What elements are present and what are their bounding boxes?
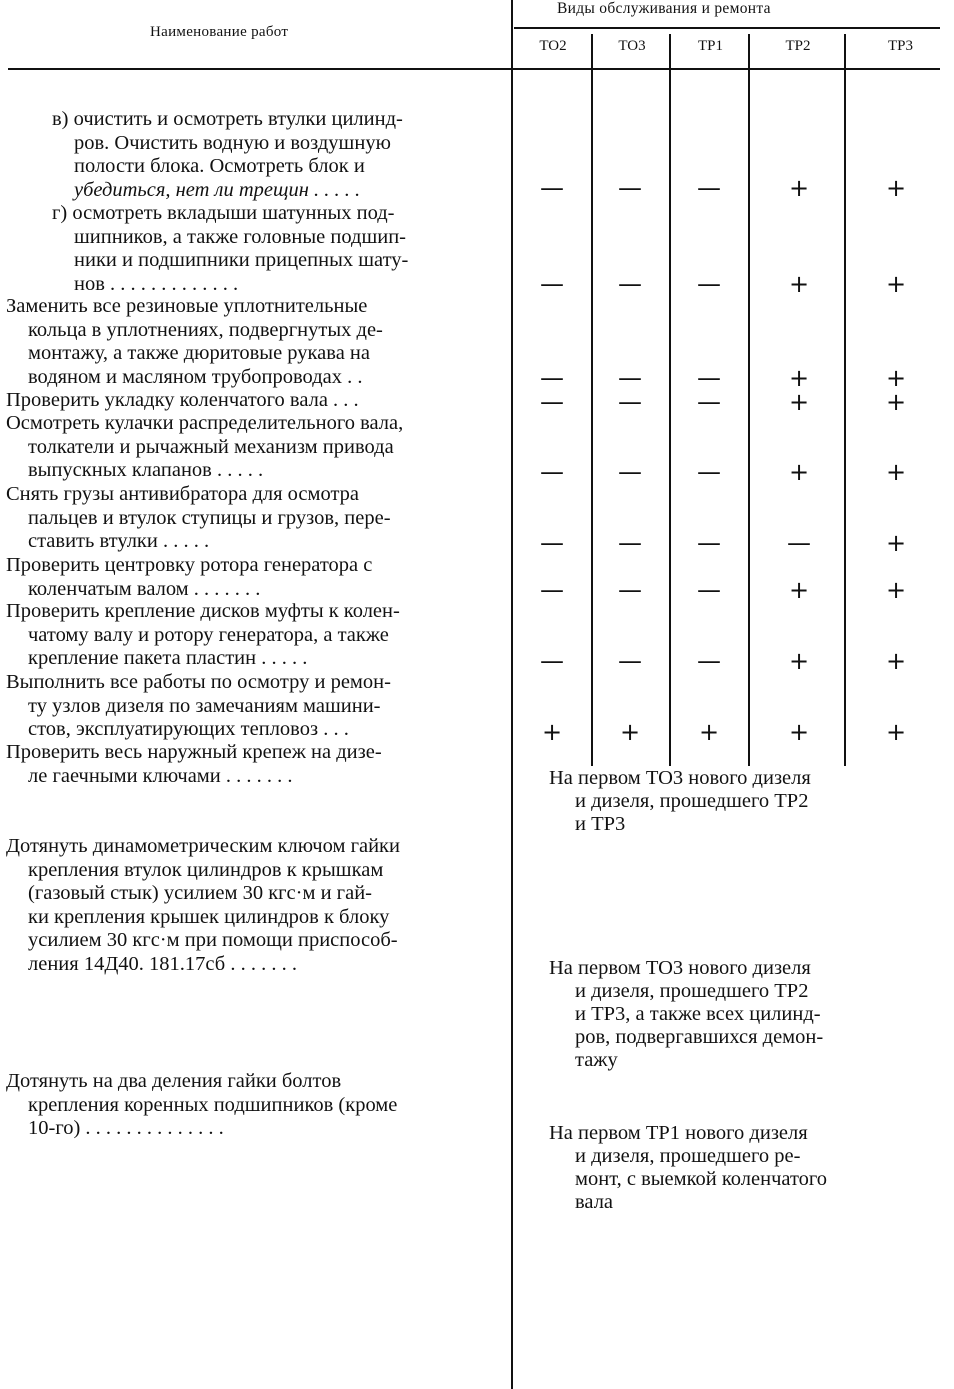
mark-cell: + — [788, 364, 810, 392]
row-text: коленчатым валом . . . . . . . — [28, 577, 261, 600]
note-text: На первом ТО3 нового дизеля — [549, 957, 811, 979]
mark-cell: + — [788, 647, 810, 675]
row-text: ники и подшипники прицепных шату- — [74, 249, 409, 271]
row-text: выпускных клапанов . . . . . — [28, 459, 264, 481]
column-header-to3: ТО3 — [618, 38, 646, 54]
row-text: крепления втулок цилиндров к крышкам — [28, 858, 384, 881]
column-header-to2: ТО2 — [539, 38, 567, 54]
mark-cell: + — [788, 174, 810, 202]
row-text: ления 14Д40. 181.17сб . . . . . . . — [28, 952, 297, 975]
row-text: Проверить весь наружный крепеж на дизе- — [6, 741, 382, 763]
mark-cell: — — [540, 388, 564, 416]
row-text: ту узлов дизеля по замечаниям машини- — [28, 694, 381, 717]
mark-cell: + — [885, 364, 907, 392]
row-text: 10-го) . . . . . . . . . . . . . . — [28, 1117, 224, 1139]
row-text: водяном и масляном трубопроводах . . — [28, 365, 363, 388]
note-text: и дизеля, прошедшего ре- — [575, 1145, 801, 1167]
mark-cell: + — [885, 529, 907, 557]
row-text: кольца в уплотнениях, подвергнутых де- — [28, 318, 383, 341]
mark-cell: — — [540, 576, 564, 604]
mark-cell: — — [697, 529, 721, 557]
row-note — [549, 1122, 911, 1214]
table-row — [52, 108, 504, 202]
column-header-tr3: ТР3 — [887, 38, 913, 54]
mark-cell: — — [618, 174, 642, 202]
note-text: и ТР3 — [575, 813, 626, 835]
mark-cell: + — [885, 458, 907, 486]
row-text: Проверить центровку ротора генератора с — [6, 554, 373, 576]
row-text: Проверить крепление дисков муфты к колен- — [6, 600, 400, 622]
table-row — [6, 483, 504, 554]
mark-cell: — — [697, 458, 721, 486]
column-header-service-types: Виды обслуживания и ремонта — [557, 0, 771, 17]
column-header-work-name: Наименование работ — [150, 24, 289, 40]
column-divider — [669, 34, 671, 766]
row-text: чатому валу и ротору генератора, а также — [28, 623, 389, 646]
row-text: нов . . . . . . . . . . . . . — [74, 272, 239, 295]
row-note — [549, 957, 911, 1072]
row-text: Проверить укладку коленчатого вала . . . — [6, 389, 359, 411]
table-row — [52, 202, 504, 296]
row-note — [549, 767, 911, 836]
mark-cell: — — [540, 458, 564, 486]
row-text: г) осмотреть вкладыши шатунных под- — [52, 202, 395, 224]
mark-cell: + — [885, 718, 907, 746]
mark-cell: + — [885, 576, 907, 604]
mark-cell: — — [618, 364, 642, 392]
row-text: Дотянуть динамометрическим ключом гайки — [6, 835, 400, 857]
row-text: Заменить все резиновые уплотнительные — [6, 295, 368, 317]
row-text: (газовый стык) усилием 30 кгс·м и гай- — [28, 882, 372, 904]
mark-cell: — — [618, 576, 642, 604]
mark-cell: — — [618, 647, 642, 675]
table-row — [6, 600, 504, 671]
header-bottom-rule — [8, 68, 940, 70]
mark-cell: + — [788, 718, 810, 746]
row-text: пальцев и втулок ступицы и грузов, пере- — [28, 506, 391, 529]
table-row — [6, 389, 504, 413]
row-text: ров. Очистить водную и воздушную — [74, 131, 391, 154]
mark-cell: — — [540, 364, 564, 392]
row-text: ставить втулки . . . . . — [28, 530, 210, 552]
note-text: На первом ТР1 нового дизеля — [549, 1122, 808, 1144]
column-header-tr1: ТР1 — [697, 38, 723, 54]
row-text: Снять грузы антивибратора для осмотра — [6, 483, 360, 505]
row-text: монтажу, а также дюритовые рукава на — [28, 342, 370, 364]
mark-cell: + — [788, 458, 810, 486]
row-text: Выполнить все работы по осмотру и ремон- — [6, 671, 391, 693]
mark-cell: — — [697, 270, 721, 298]
mark-cell: — — [618, 270, 642, 298]
row-text: усилием 30 кгс·м при помощи приспособ- — [28, 929, 398, 951]
note-text: и дизеля, прошедшего ТР2 — [575, 790, 809, 812]
mark-cell: + — [885, 270, 907, 298]
column-divider — [748, 34, 750, 766]
note-text: и ТР3, а также всех цилинд- — [575, 1003, 821, 1025]
mark-cell: — — [540, 174, 564, 202]
mark-cell: — — [540, 529, 564, 557]
mark-cell: + — [885, 647, 907, 675]
note-text: ров, подвергавшихся демон- — [575, 1026, 824, 1048]
mark-cell: — — [540, 647, 564, 675]
row-text: стов, эксплуатирующих тепловоз . . . — [28, 718, 349, 740]
table-row — [6, 1070, 504, 1141]
mark-cell: — — [697, 364, 721, 392]
mark-cell: — — [618, 388, 642, 416]
row-text: крепление пакета пластин . . . . . — [28, 647, 308, 669]
mark-cell: + — [788, 388, 810, 416]
column-divider — [844, 34, 846, 766]
row-text: крепления коренных подшипников (кроме — [28, 1093, 398, 1116]
mark-cell: + — [885, 388, 907, 416]
row-text: ле гаечными ключами . . . . . . . — [28, 764, 293, 787]
row-text: ки крепления крышек цилиндров к блоку — [28, 905, 390, 928]
table-row — [6, 835, 504, 976]
row-text: Осмотреть кулачки распределительного вала, — [6, 412, 404, 434]
table-row — [6, 295, 504, 389]
row-text: толкатели и рычажный механизм привода — [28, 435, 394, 458]
note-text: тажу — [575, 1049, 618, 1071]
row-text: шипников, а также головные подшип- — [74, 225, 406, 248]
mark-cell: + — [788, 270, 810, 298]
mark-cell: — — [697, 388, 721, 416]
mark-cell: — — [697, 576, 721, 604]
note-text: монт, с выемкой коленчатого — [575, 1168, 828, 1190]
mark-cell: — — [618, 529, 642, 557]
mark-cell: + — [541, 718, 563, 746]
note-text: вала — [575, 1191, 614, 1213]
row-text: Дотянуть на два деления гайки болтов — [6, 1070, 342, 1092]
mark-cell: — — [540, 270, 564, 298]
table-row — [6, 554, 504, 601]
table-row — [6, 741, 504, 788]
row-text: в) очистить и осмотреть втулки цилинд- — [52, 108, 403, 130]
column-divider — [591, 34, 593, 766]
mark-cell: — — [697, 174, 721, 202]
table-row — [6, 412, 504, 483]
row-text: убедиться, нет ли трещин . . . . . — [74, 178, 361, 201]
table-row — [6, 671, 504, 742]
mark-cell: — — [787, 529, 811, 557]
mark-cell: + — [788, 576, 810, 604]
mark-cell: + — [698, 718, 720, 746]
header-subrule — [514, 27, 940, 29]
mark-cell: + — [885, 174, 907, 202]
note-text: На первом ТО3 нового дизеля — [549, 767, 811, 789]
note-text: и дизеля, прошедшего ТР2 — [575, 980, 809, 1002]
main-divider — [511, 0, 513, 1389]
mark-cell: — — [697, 647, 721, 675]
mark-cell: + — [619, 718, 641, 746]
row-text: полости блока. Осмотреть блок и — [74, 155, 365, 177]
mark-cell: — — [618, 458, 642, 486]
column-header-tr2: ТР2 — [785, 38, 811, 54]
